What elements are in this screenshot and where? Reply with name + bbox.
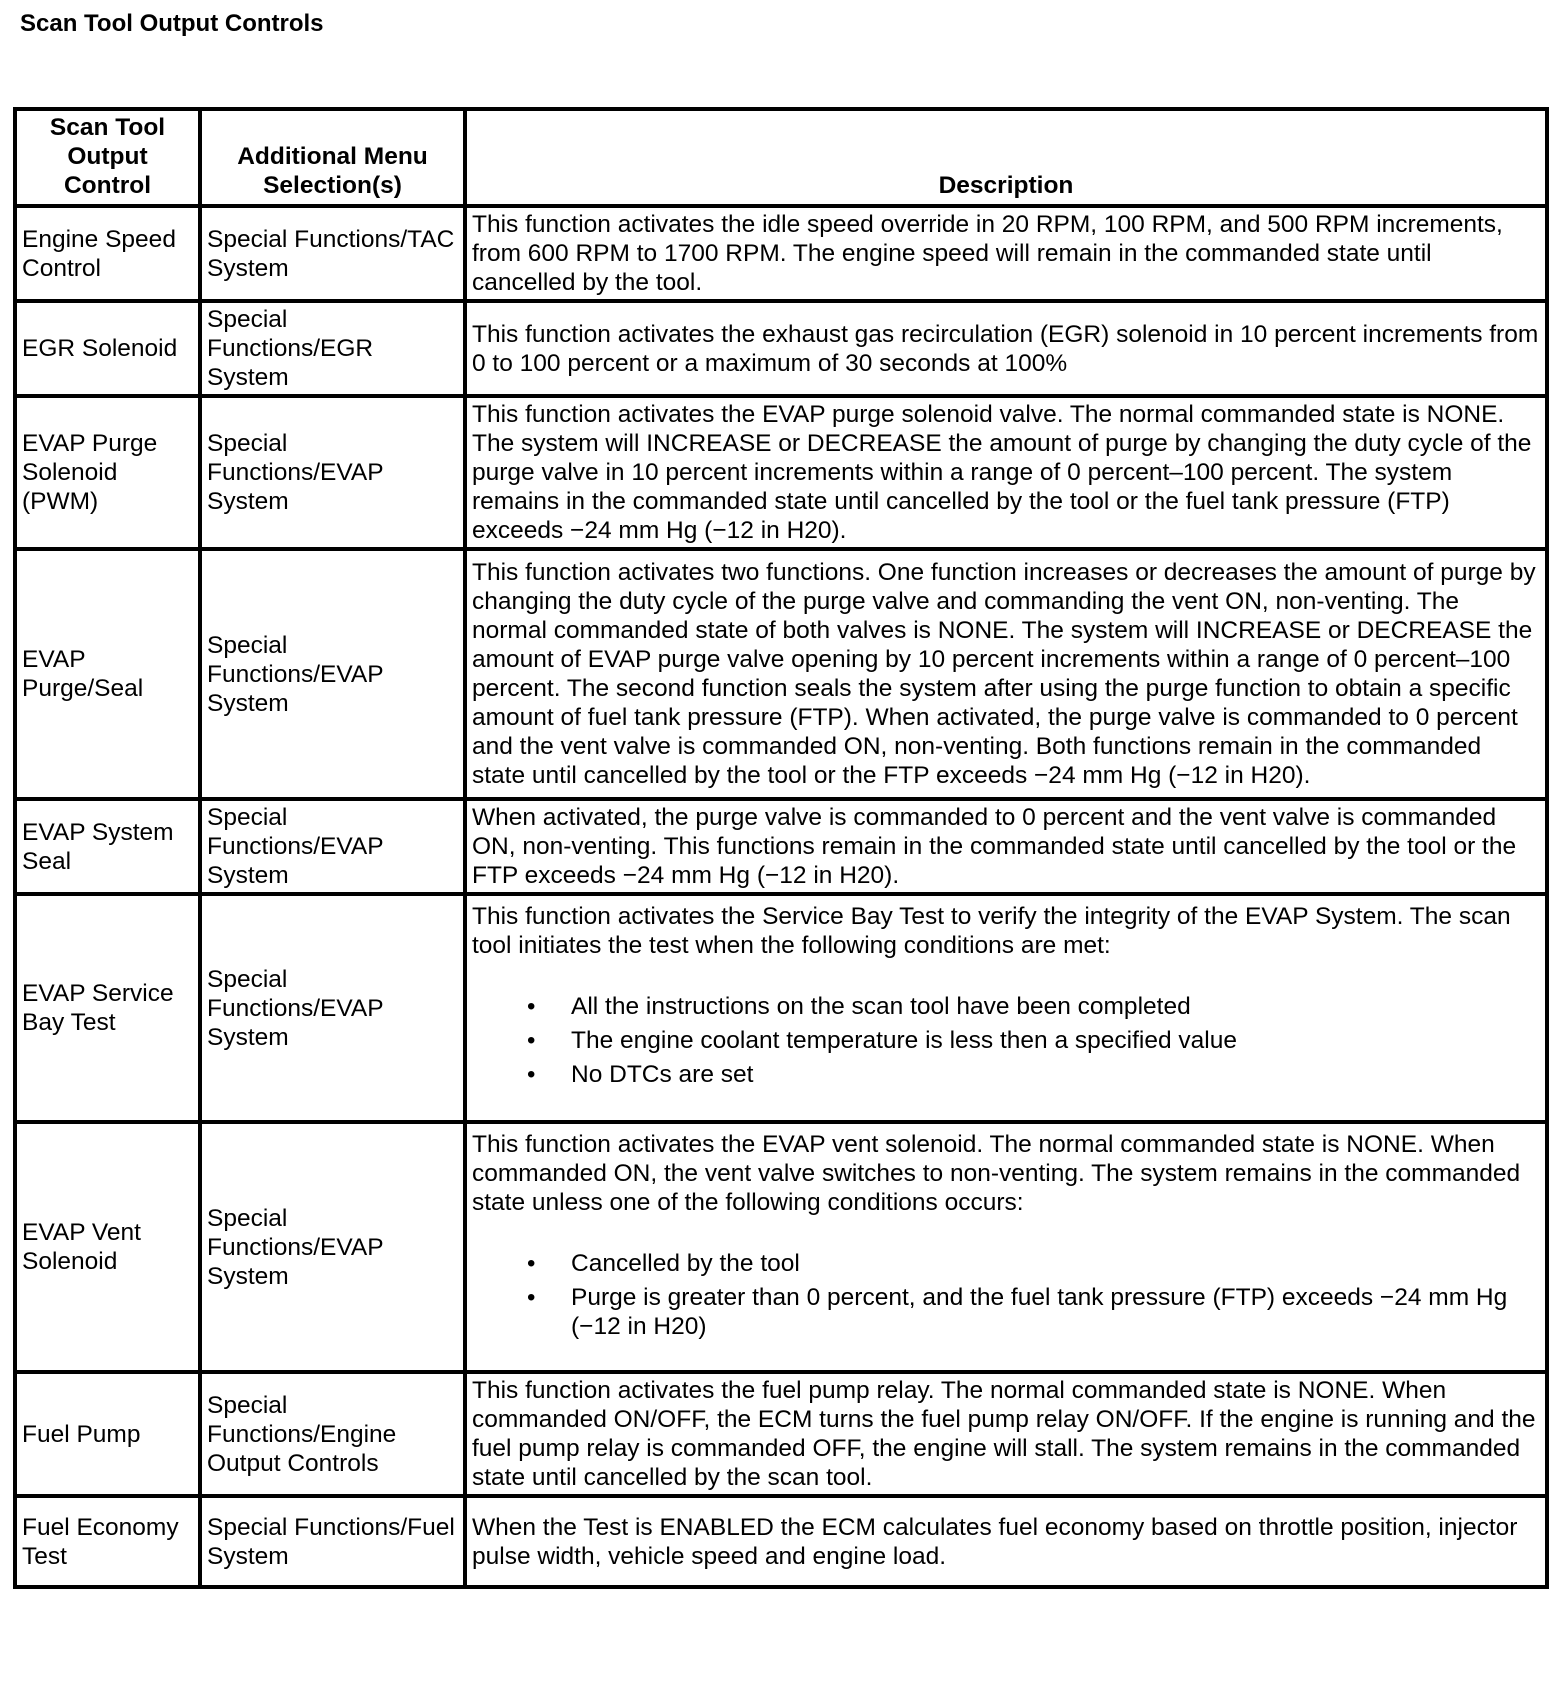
control-name: EGR Solenoid [15, 301, 200, 396]
description-text: This function activates the idle speed override in 20 RPM, 100 RPM, and 500 RPM increments, from 600 RPM to 1700 RPM. The engine speed will remain in the commanded state until cancelled by the tool. [472, 211, 1503, 296]
bullet-icon: • [527, 1284, 536, 1311]
description-cell [465, 1122, 1547, 1372]
description-cell [465, 894, 1547, 1122]
table-row [15, 1122, 1547, 1372]
control-name: Fuel Pump [15, 1372, 200, 1496]
description-cell [465, 206, 1547, 301]
table-row [15, 799, 1547, 894]
table-row [15, 1372, 1547, 1496]
description-cell [465, 799, 1547, 894]
table-row [15, 206, 1547, 301]
description-text: When the Test is ENABLED the ECM calculates fuel economy based on throttle position, injector pulse width, vehicle speed and engine load. [472, 1513, 1518, 1570]
description-cell [465, 549, 1547, 799]
control-name: Engine Speed Control [15, 206, 200, 301]
table-row [15, 894, 1547, 1122]
bullet-icon: • [527, 1027, 536, 1054]
list-item-text: No DTCs are set [571, 1061, 754, 1088]
description-text: This function activates the exhaust gas recirculation (EGR) solenoid in 10 percent increments from 0 to 100 percent or a maximum of 30 seconds at 100% [472, 320, 1539, 377]
table-header-row [15, 109, 1547, 206]
menu-selection: Special Functions/EVAP System [200, 1122, 465, 1372]
list-item [472, 1249, 1540, 1278]
menu-selection: Special Functions/Fuel System [200, 1496, 465, 1587]
control-name: EVAP Service Bay Test [15, 894, 200, 1122]
control-name: EVAP System Seal [15, 799, 200, 894]
header-description: Description [465, 109, 1547, 206]
table-row [15, 301, 1547, 396]
control-name: EVAP Vent Solenoid [15, 1122, 200, 1372]
table-row [15, 1496, 1547, 1587]
menu-selection: Special Functions/EVAP System [200, 396, 465, 549]
condition-list [472, 1249, 1540, 1341]
list-item-text: Purge is greater than 0 percent, and the fuel tank pressure (FTP) exceeds −24 mm Hg (−12 in H20) [571, 1284, 1508, 1340]
bullet-icon: • [527, 993, 536, 1020]
control-name: Fuel Economy Test [15, 1496, 200, 1587]
description-text: This function activates the fuel pump relay. The normal commanded state is NONE. When commanded ON/OFF, the ECM turns the fuel pump relay ON/OFF. If the engine is running and the fuel pump relay is commanded OFF, the engine will stall. The system remains in the commanded state until cancelled by the scan tool. [472, 1377, 1536, 1491]
control-name: EVAP Purge Solenoid (PWM) [15, 396, 200, 549]
control-name: EVAP Purge/Seal [15, 549, 200, 799]
description-text: This function activates the Service Bay Test to verify the integrity of the EVAP System. The scan tool initiates the test when the following conditions are met: [472, 903, 1511, 959]
menu-selection: Special Functions/EVAP System [200, 799, 465, 894]
header-control: Scan Tool Output Control [15, 109, 200, 206]
header-menu: Additional Menu Selection(s) [200, 109, 465, 206]
list-item [472, 1060, 1540, 1089]
list-item-text: Cancelled by the tool [571, 1250, 800, 1277]
description-cell [465, 301, 1547, 396]
bullet-icon: • [527, 1250, 536, 1277]
table-row [15, 396, 1547, 549]
list-item [472, 1283, 1540, 1341]
description-text: This function activates the EVAP purge solenoid valve. The normal commanded state is NONE. The system will INCREASE or DECREASE the amount of purge by changing the duty cycle of the purge valve in 10 percent increments within a range of 0 percent–100 percent. The system remains in the commanded state until cancelled by the tool or the fuel tank pressure (FTP) exceeds −24 mm Hg (−12 in H20). [472, 401, 1532, 544]
table-row [15, 549, 1547, 799]
menu-selection: Special Functions/EVAP System [200, 894, 465, 1122]
description-cell [465, 1496, 1547, 1587]
output-controls-table [13, 107, 1549, 1589]
page-title: Scan Tool Output Controls [20, 10, 324, 37]
menu-selection: Special Functions/Engine Output Controls [200, 1372, 465, 1496]
description-text: This function activates the EVAP vent solenoid. The normal commanded state is NONE. When commanded ON, the vent valve switches to non-venting. The system remains in the commanded state unless one of the following conditions occurs: [472, 1131, 1521, 1216]
menu-selection: Special Functions/EVAP System [200, 549, 465, 799]
description-text: When activated, the purge valve is commanded to 0 percent and the vent valve is commanded ON, non-venting. This functions remain in the commanded state until cancelled by the tool or the FTP exceeds −24 mm Hg (−12 in H20). [472, 804, 1517, 889]
bullet-icon: • [527, 1061, 536, 1088]
description-cell [465, 396, 1547, 549]
condition-list [472, 992, 1540, 1089]
list-item [472, 1026, 1540, 1055]
list-item-text: All the instructions on the scan tool have been completed [571, 993, 1191, 1020]
menu-selection: Special Functions/TAC System [200, 206, 465, 301]
list-item [472, 992, 1540, 1021]
description-text: This function activates two functions. One function increases or decreases the amount of purge by changing the duty cycle of the purge valve and commanding the vent ON, non-venting. The normal commanded state of both valves is NONE. The system will INCREASE or DECREASE the amount of EVAP purge valve opening by 10 percent increments within a range of 0 percent–100 percent. The second function seals the system after using the purge function to obtain a specific amount of fuel tank pressure (FTP). When activated, the purge valve is commanded to 0 percent and the vent valve is commanded ON, non-venting. Both functions remain in the commanded state until cancelled by the tool or the FTP exceeds −24 mm Hg (−12 in H20). [472, 559, 1536, 789]
menu-selection: Special Functions/EGR System [200, 301, 465, 396]
description-cell [465, 1372, 1547, 1496]
list-item-text: The engine coolant temperature is less then a specified value [571, 1027, 1237, 1054]
